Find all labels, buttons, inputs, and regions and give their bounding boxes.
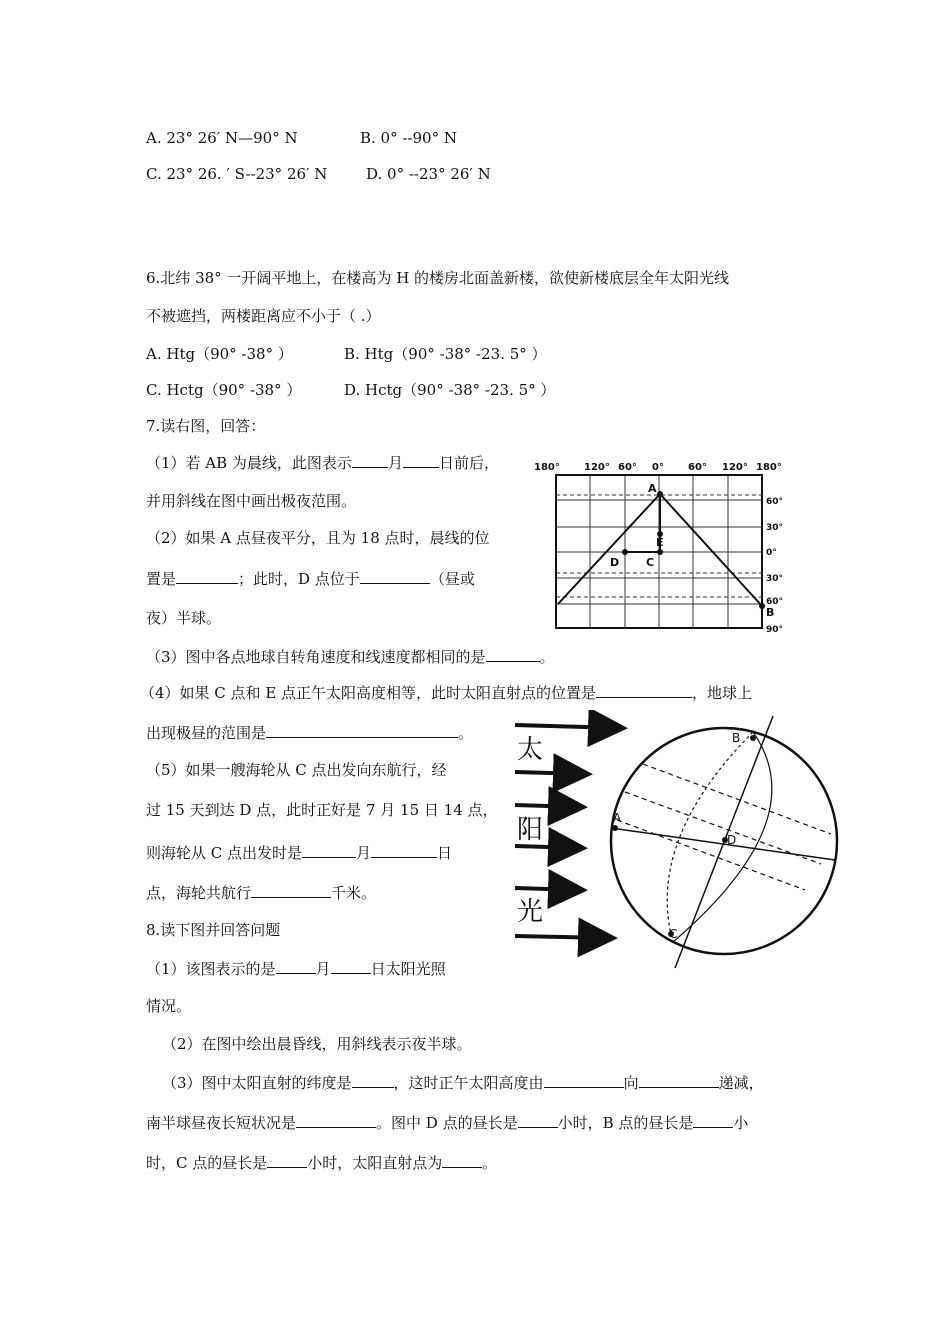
q8-p3-text-k: 。 <box>482 1154 498 1172</box>
q7-p2-text-c: （昼或 <box>429 570 475 588</box>
point-label-b: B <box>732 731 741 745</box>
latitude-longitude-grid-diagram <box>530 454 800 639</box>
q7-part2-line2 <box>146 568 475 589</box>
answer-blank[interactable] <box>267 1152 307 1168</box>
q6-option-c: C. Hctg（90° -38° ） <box>146 381 302 399</box>
latitude-line <box>617 820 805 890</box>
sun-ray-arrow <box>515 846 580 848</box>
q8-part3-line1 <box>162 1072 764 1093</box>
q8-part1 <box>146 958 446 979</box>
answer-blank[interactable] <box>693 1112 733 1128</box>
meridian-line <box>673 732 772 942</box>
answer-blank[interactable] <box>596 682 692 698</box>
sun-ray-arrow <box>515 936 610 938</box>
answer-blank[interactable] <box>486 646 540 662</box>
q5-option-b: B. 0° --90° N <box>360 129 457 147</box>
point-label-d: D <box>610 556 620 569</box>
lat-label: 30° <box>766 523 784 533</box>
q7-part4-line2 <box>146 722 473 743</box>
q7-part2-line1: （2）如果 A 点昼夜平分，且为 18 点时，晨线的位 <box>146 529 490 547</box>
q7-p4-text-d: 。 <box>458 724 474 742</box>
sun-ray-arrow <box>515 772 585 774</box>
q5-option-c: C. 23° 26. ′ S--23° 26′ N <box>146 165 328 183</box>
q8-p1-text-c: 日太阳光照 <box>370 960 446 978</box>
q7-p5-text-d: 点，海轮共航行 <box>146 884 252 902</box>
q7-p3-text-b: 。 <box>539 648 555 666</box>
lon-label: 0° <box>652 462 664 473</box>
lat-label: 30° <box>766 574 784 584</box>
answer-blank[interactable] <box>331 958 371 974</box>
answer-blank[interactable] <box>371 842 437 858</box>
lat-label: 90° <box>766 625 784 635</box>
q8-p3-text-f: 。图中 D 点的昼长是 <box>376 1114 518 1132</box>
q8-p1-text-b: 月 <box>315 960 331 978</box>
q8-p3-text-e: 南半球昼夜长短状况是 <box>146 1114 297 1132</box>
q7-p1-text-c: 日前后， <box>438 454 499 472</box>
sunlight-globe-diagram <box>505 710 845 972</box>
q5-option-a: A. 23° 26′ N—90° N <box>146 129 298 147</box>
q8-part3-line2 <box>146 1112 748 1133</box>
point-label-c: C <box>669 927 678 941</box>
answer-blank[interactable] <box>302 842 356 858</box>
q7-p3-text-a: （3）图中各点地球自转角速度和线速度都相同的是 <box>146 648 486 666</box>
sun-ray-arrow <box>515 805 580 807</box>
point-label-a: A <box>648 482 657 495</box>
q7-p1-text-b: 月 <box>387 454 403 472</box>
q8-title: 8.读下图并回答问题 <box>146 921 281 939</box>
lon-label: 180° <box>756 462 782 473</box>
lon-label: 60° <box>618 462 637 473</box>
q7-part5-line2: 过 15 天到达 D 点，此时正好是 7 月 15 日 14 点， <box>146 801 498 819</box>
answer-blank[interactable] <box>360 568 430 584</box>
point-label-d: D <box>727 833 737 847</box>
q8-part2: （2）在图中绘出晨昏线，用斜线表示夜半球。 <box>162 1035 472 1053</box>
sun-label-char: 阳 <box>517 815 544 845</box>
q7-p5-text-b: 月 <box>356 844 372 862</box>
q7-part2-line3: 夜）半球。 <box>146 609 222 627</box>
sun-label-char: 太 <box>517 735 544 765</box>
answer-blank[interactable] <box>352 1072 394 1088</box>
q7-p5-text-a: 则海轮从 C 点出发时是 <box>146 844 303 862</box>
answer-blank[interactable] <box>352 452 388 468</box>
q8-p3-text-d: 递减， <box>718 1074 764 1092</box>
q8-part3-line3 <box>146 1152 497 1173</box>
answer-blank[interactable] <box>544 1072 624 1088</box>
q8-p3-text-i: 时，C 点的昼长是 <box>146 1154 268 1172</box>
lat-label: 60° <box>766 597 784 607</box>
point-label-c: C <box>646 556 655 569</box>
answer-blank[interactable] <box>276 958 316 974</box>
meridian-line <box>667 732 753 942</box>
lon-label: 120° <box>722 462 748 473</box>
answer-blank[interactable] <box>639 1072 719 1088</box>
answer-blank[interactable] <box>266 722 458 738</box>
q6-option-b: B. Htg（90° -38° -23. 5° ） <box>344 345 547 363</box>
q7-p2-text-b: ；此时，D 点位于 <box>238 570 360 588</box>
answer-blank[interactable] <box>518 1112 558 1128</box>
q8-p3-text-g: 小时，B 点的昼长是 <box>557 1114 694 1132</box>
q8-p3-text-c: 向 <box>623 1074 639 1092</box>
sun-label-char: 光 <box>517 897 544 927</box>
point-label-e: E <box>656 536 664 549</box>
q7-part5-line1: （5）如果一艘海轮从 C 点出发向东航行，经 <box>146 761 447 779</box>
q7-part1 <box>146 452 499 473</box>
sun-ray-arrow <box>515 888 580 890</box>
q6-option-a: A. Htg（90° -38° ） <box>146 345 293 363</box>
q7-p4-text-a: （4）如果 C 点和 E 点正午太阳高度相等，此时太阳直射点的位置是 <box>140 684 597 702</box>
answer-blank[interactable] <box>403 452 439 468</box>
q7-title: 7.读右图，回答： <box>146 417 266 435</box>
q7-p4-text-b: ，地球上 <box>692 684 753 702</box>
latitude-line <box>643 764 831 834</box>
answer-blank[interactable] <box>442 1152 482 1168</box>
q7-p4-text-c: 出现极昼的范围是 <box>146 724 267 742</box>
q7-part4-line1 <box>140 682 752 703</box>
q7-part3 <box>146 646 555 667</box>
q6-option-d: D. Hctg（90° -38° -23. 5° ） <box>344 381 556 399</box>
equator-line <box>611 828 835 860</box>
q8-p3-text-j: 小时，太阳直射点为 <box>307 1154 443 1172</box>
lon-label: 180° <box>534 462 560 473</box>
point-label-a: A <box>613 811 622 825</box>
answer-blank[interactable] <box>296 1112 376 1128</box>
lat-label: 0° <box>766 548 777 558</box>
q8-p3-text-a: （3）图中太阳直射的纬度是 <box>162 1074 352 1092</box>
q7-part5-line3 <box>146 842 452 863</box>
lat-label: 60° <box>766 497 784 507</box>
q7-part1-line2: 并用斜线在图中画出极夜范围。 <box>146 492 357 510</box>
answer-blank[interactable] <box>176 568 238 584</box>
q6-stem-line1: 6.北纬 38° 一开阔平地上，在楼高为 H 的楼房北面盖新楼，欲使新楼底层全年太阳光线 <box>146 269 730 287</box>
q7-p2-text-a: 置是 <box>146 570 177 588</box>
sun-ray-arrow <box>515 725 620 728</box>
q7-part5-line4 <box>146 882 376 903</box>
q6-stem-line2: 不被遮挡，两楼距离应不小于（ .） <box>146 307 381 325</box>
q7-p5-text-c: 日 <box>437 844 453 862</box>
q7-p5-text-e: 千米。 <box>331 884 377 902</box>
point-label-b: B <box>766 606 775 619</box>
q8-part1-line2: 情况。 <box>146 997 192 1015</box>
answer-blank[interactable] <box>251 882 331 898</box>
q8-p3-text-h: 小 <box>733 1114 749 1132</box>
q7-p1-text-a: （1）若 AB 为晨线，此图表示 <box>146 454 352 472</box>
lon-label: 120° <box>584 462 610 473</box>
q8-p1-text-a: （1）该图表示的是 <box>146 960 276 978</box>
q8-p3-text-b: ，这时正午太阳高度由 <box>393 1074 544 1092</box>
q5-option-d: D. 0° --23° 26′ N <box>366 165 491 183</box>
lon-label: 60° <box>688 462 707 473</box>
